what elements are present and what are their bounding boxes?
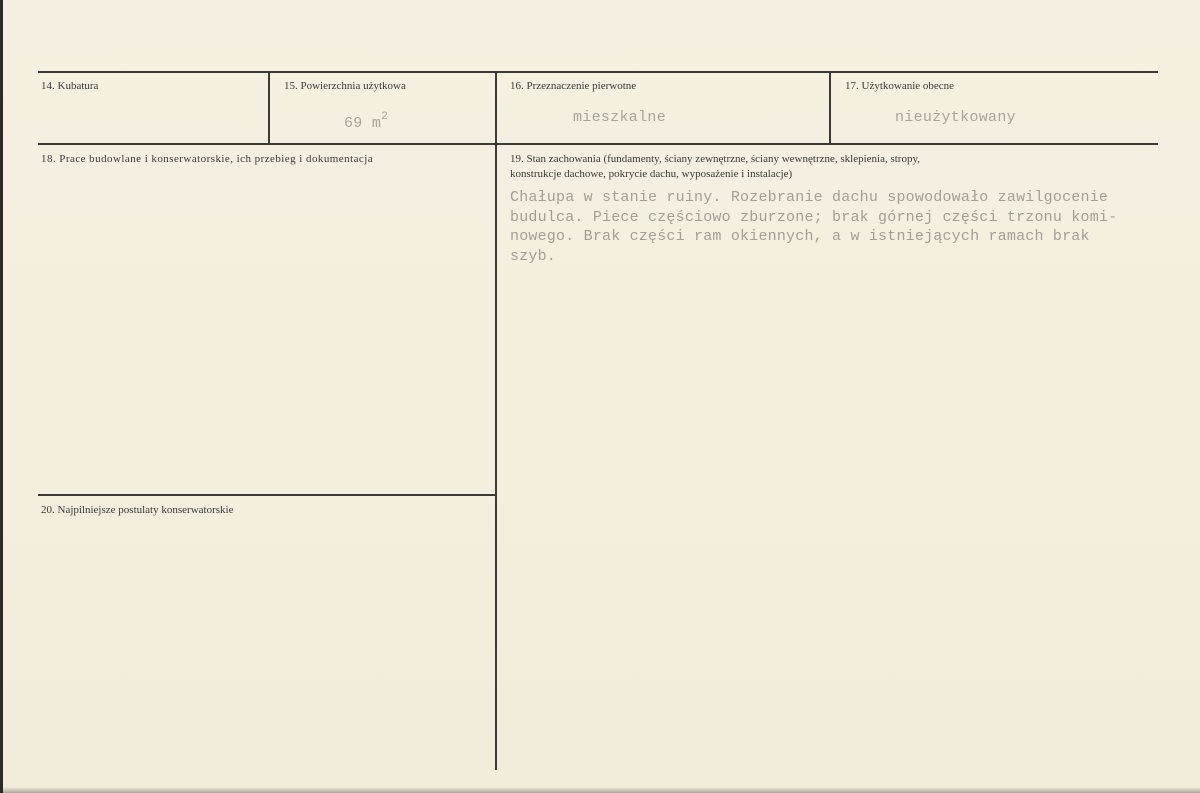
field-20-label: 20. Najpilniejsze postulaty konserwatorskie	[41, 504, 234, 516]
scan-shadow	[0, 787, 1200, 793]
row-rule	[38, 143, 1158, 145]
field-17-value: nieużytkowany	[895, 109, 1016, 126]
scan-edge	[0, 0, 3, 793]
field-19-label-line1: 19. Stan zachowania (fundamenty, ściany zewnętrzne, ściany wewnętrzne, sklepienia, stropy,	[510, 153, 921, 165]
field-18-label: 18. Prace budowlane i konserwatorskie, ich przebieg i dokumentacja	[41, 153, 374, 165]
divider-15-16	[495, 71, 497, 144]
main-divider	[495, 143, 497, 770]
top-rule	[38, 71, 1158, 73]
condition-text-line: budulca. Piece częściowo zburzone; brak górnej części trzonu komi-	[510, 208, 1118, 226]
field-15-value	[344, 108, 388, 133]
divider-16-17	[829, 71, 831, 144]
divider-14-15	[268, 71, 270, 144]
area-value: 69 m	[344, 115, 382, 132]
condition-text-line: Chałupa w stanie ruiny. Rozebranie dachu spowodowało zawilgocenie	[510, 189, 1109, 206]
field-15-label: 15. Powierzchnia użytkowa	[284, 80, 406, 92]
condition-text-line: nowego. Brak części ram okiennych, a w istniejących ramach brak	[510, 228, 1090, 245]
condition-text-line: szyb.	[510, 247, 557, 265]
field-19-label-line2: konstrukcje dachowe, pokrycie dachu, wyposażenie i instalacje)	[510, 168, 793, 180]
field-19-text	[510, 188, 1117, 266]
field-16-value: mieszkalne	[573, 109, 667, 126]
area-unit-superscript: 2	[381, 111, 389, 123]
field-16-label: 16. Przeznaczenie pierwotne	[510, 80, 637, 92]
field-17-label: 17. Użytkowanie obecne	[845, 80, 955, 92]
field-14-label: 14. Kubatura	[41, 80, 99, 92]
section-18-20-rule	[38, 494, 495, 496]
